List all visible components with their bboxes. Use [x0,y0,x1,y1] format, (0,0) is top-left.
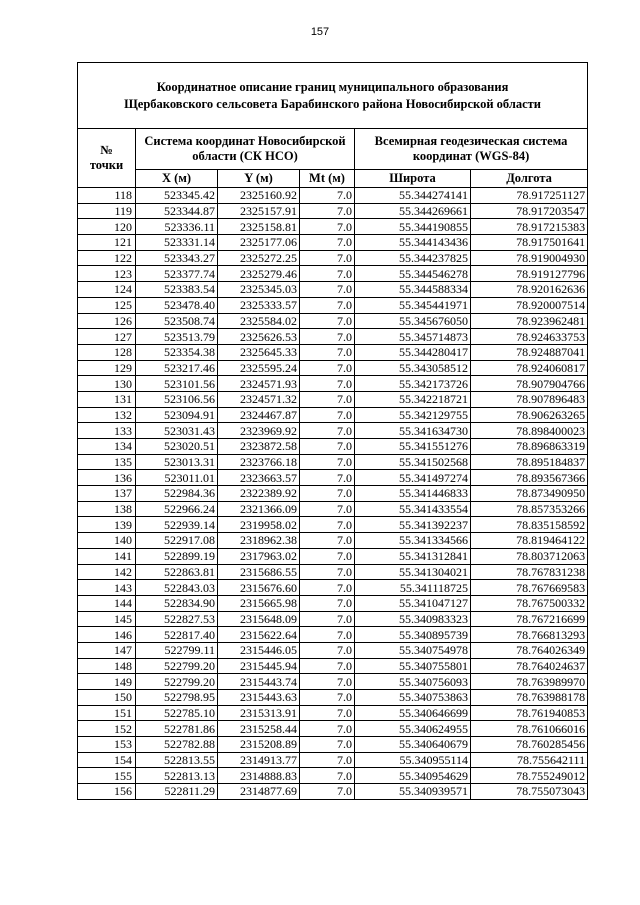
header-wgs-system: Всемирная геодезическая система координат (WGS-84) [355,129,588,170]
longitude-cell: 78.924633753 [471,329,588,345]
table-row [78,642,588,658]
x-cell: 523513.79 [136,329,218,345]
latitude-cell: 55.345441971 [355,297,471,313]
y-cell: 2315665.98 [218,595,300,611]
y-cell: 2315686.55 [218,564,300,580]
y-cell: 2321366.09 [218,501,300,517]
mt-cell: 7.0 [300,533,355,549]
title-line-1: Координатное описание границ муниципального образования [156,79,509,94]
latitude-cell: 55.341118725 [355,580,471,596]
latitude-cell: 55.344190855 [355,219,471,235]
mt-cell: 7.0 [300,266,355,282]
y-cell: 2324467.87 [218,407,300,423]
longitude-cell: 78.766813293 [471,627,588,643]
mt-cell: 7.0 [300,564,355,580]
y-cell: 2315258.44 [218,721,300,737]
point-number-cell: 150 [78,690,136,706]
table-row [78,313,588,329]
coordinate-table [77,62,588,800]
header-point-number: № точки [78,129,136,188]
table-row [78,627,588,643]
mt-cell: 7.0 [300,454,355,470]
mt-cell: 7.0 [300,705,355,721]
y-cell: 2325645.33 [218,344,300,360]
table-row [78,329,588,345]
latitude-cell: 55.340895739 [355,627,471,643]
y-cell: 2325584.02 [218,313,300,329]
x-cell: 522785.10 [136,705,218,721]
y-cell: 2315622.64 [218,627,300,643]
table-row [78,501,588,517]
mt-cell: 7.0 [300,627,355,643]
x-cell: 523094.91 [136,407,218,423]
longitude-cell: 78.755642111 [471,752,588,768]
longitude-cell: 78.761066016 [471,721,588,737]
x-cell: 522899.19 [136,548,218,564]
table-row [78,203,588,219]
y-cell: 2314877.69 [218,784,300,800]
latitude-cell: 55.341497274 [355,470,471,486]
longitude-cell: 78.835158592 [471,517,588,533]
longitude-cell: 78.767831238 [471,564,588,580]
table-row [78,690,588,706]
header-longitude: Долгота [471,170,588,188]
point-number-cell: 152 [78,721,136,737]
mt-cell: 7.0 [300,580,355,596]
longitude-cell: 78.764024637 [471,658,588,674]
mt-cell: 7.0 [300,188,355,204]
point-number-cell: 135 [78,454,136,470]
longitude-cell: 78.917501641 [471,235,588,251]
x-cell: 523101.56 [136,376,218,392]
page-number: 157 [310,26,330,38]
longitude-cell: 78.917215383 [471,219,588,235]
latitude-cell: 55.340640679 [355,737,471,753]
table-title [78,63,588,129]
point-number-cell: 146 [78,627,136,643]
y-cell: 2314913.77 [218,752,300,768]
point-number-cell: 155 [78,768,136,784]
latitude-cell: 55.344280417 [355,344,471,360]
x-cell: 523354.38 [136,344,218,360]
table-row [78,344,588,360]
longitude-cell: 78.907904766 [471,376,588,392]
x-cell: 523106.56 [136,391,218,407]
latitude-cell: 55.342173726 [355,376,471,392]
longitude-cell: 78.803712063 [471,548,588,564]
latitude-cell: 55.341047127 [355,595,471,611]
x-cell: 523343.27 [136,250,218,266]
x-cell: 522966.24 [136,501,218,517]
latitude-cell: 55.343058512 [355,360,471,376]
y-cell: 2325272.25 [218,250,300,266]
mt-cell: 7.0 [300,423,355,439]
table-row [78,297,588,313]
point-number-cell: 149 [78,674,136,690]
latitude-cell: 55.341334566 [355,533,471,549]
x-cell: 522799.20 [136,658,218,674]
x-cell: 522811.29 [136,784,218,800]
x-cell: 523508.74 [136,313,218,329]
table-row [78,580,588,596]
y-cell: 2315445.94 [218,658,300,674]
latitude-cell: 55.344274141 [355,188,471,204]
longitude-cell: 78.767500332 [471,595,588,611]
point-number-cell: 136 [78,470,136,486]
mt-cell: 7.0 [300,595,355,611]
mt-cell: 7.0 [300,329,355,345]
y-cell: 2325345.03 [218,282,300,298]
point-number-cell: 144 [78,595,136,611]
latitude-cell: 55.340754978 [355,642,471,658]
longitude-cell: 78.917203547 [471,203,588,219]
latitude-cell: 55.341392237 [355,517,471,533]
y-cell: 2323872.58 [218,439,300,455]
table-row [78,391,588,407]
mt-cell: 7.0 [300,344,355,360]
longitude-cell: 78.896863319 [471,439,588,455]
mt-cell: 7.0 [300,486,355,502]
x-cell: 522799.20 [136,674,218,690]
table-row [78,595,588,611]
longitude-cell: 78.761940853 [471,705,588,721]
table-row [78,533,588,549]
point-number-cell: 147 [78,642,136,658]
latitude-cell: 55.344143436 [355,235,471,251]
table-row [78,784,588,800]
x-cell: 523377.74 [136,266,218,282]
y-cell: 2318962.38 [218,533,300,549]
longitude-cell: 78.763989970 [471,674,588,690]
y-cell: 2323663.57 [218,470,300,486]
mt-cell: 7.0 [300,250,355,266]
point-number-cell: 141 [78,548,136,564]
point-number-cell: 145 [78,611,136,627]
longitude-cell: 78.898400023 [471,423,588,439]
mt-cell: 7.0 [300,313,355,329]
latitude-cell: 55.340955114 [355,752,471,768]
point-number-cell: 124 [78,282,136,298]
point-number-cell: 148 [78,658,136,674]
table-row [78,376,588,392]
x-cell: 522843.03 [136,580,218,596]
point-number-cell: 154 [78,752,136,768]
latitude-cell: 55.345676050 [355,313,471,329]
y-cell: 2325158.81 [218,219,300,235]
table-row [78,454,588,470]
x-cell: 523345.42 [136,188,218,204]
longitude-cell: 78.819464122 [471,533,588,549]
y-cell: 2315443.74 [218,674,300,690]
table-body [78,188,588,800]
y-cell: 2317963.02 [218,548,300,564]
longitude-cell: 78.924060817 [471,360,588,376]
mt-cell: 7.0 [300,721,355,737]
mt-cell: 7.0 [300,690,355,706]
y-cell: 2325157.91 [218,203,300,219]
latitude-cell: 55.345714873 [355,329,471,345]
header-y: Y (м) [218,170,300,188]
longitude-cell: 78.857353266 [471,501,588,517]
x-cell: 523013.31 [136,454,218,470]
longitude-cell: 78.917251127 [471,188,588,204]
point-number-cell: 139 [78,517,136,533]
point-number-cell: 125 [78,297,136,313]
header-latitude: Широта [355,170,471,188]
x-cell: 522863.81 [136,564,218,580]
point-number-cell: 123 [78,266,136,282]
mt-cell: 7.0 [300,548,355,564]
y-cell: 2325177.06 [218,235,300,251]
longitude-cell: 78.873490950 [471,486,588,502]
longitude-cell: 78.763988178 [471,690,588,706]
longitude-cell: 78.895184837 [471,454,588,470]
table-row [78,564,588,580]
latitude-cell: 55.342129755 [355,407,471,423]
longitude-cell: 78.920007514 [471,297,588,313]
y-cell: 2315676.60 [218,580,300,596]
latitude-cell: 55.340939571 [355,784,471,800]
latitude-cell: 55.341551276 [355,439,471,455]
header-x: X (м) [136,170,218,188]
header-mt: Mt (м) [300,170,355,188]
x-cell: 522781.86 [136,721,218,737]
point-number-cell: 153 [78,737,136,753]
mt-cell: 7.0 [300,360,355,376]
y-cell: 2315208.89 [218,737,300,753]
longitude-cell: 78.906263265 [471,407,588,423]
point-number-cell: 140 [78,533,136,549]
table-row [78,360,588,376]
mt-cell: 7.0 [300,439,355,455]
point-number-cell: 137 [78,486,136,502]
latitude-cell: 55.341634730 [355,423,471,439]
table-row [78,470,588,486]
table-row [78,674,588,690]
latitude-cell: 55.344269661 [355,203,471,219]
table-row [78,486,588,502]
table-row [78,188,588,204]
x-cell: 523336.11 [136,219,218,235]
point-number-cell: 130 [78,376,136,392]
mt-cell: 7.0 [300,501,355,517]
x-cell: 522834.90 [136,595,218,611]
latitude-cell: 55.341502568 [355,454,471,470]
point-number-cell: 143 [78,580,136,596]
x-cell: 522817.40 [136,627,218,643]
longitude-cell: 78.767669583 [471,580,588,596]
mt-cell: 7.0 [300,235,355,251]
latitude-cell: 55.340756093 [355,674,471,690]
table-row [78,266,588,282]
table-row [78,250,588,266]
point-number-cell: 142 [78,564,136,580]
mt-cell: 7.0 [300,282,355,298]
latitude-cell: 55.340624955 [355,721,471,737]
latitude-cell: 55.340753863 [355,690,471,706]
table-row [78,658,588,674]
point-number-cell: 126 [78,313,136,329]
longitude-cell: 78.919004930 [471,250,588,266]
longitude-cell: 78.919127796 [471,266,588,282]
longitude-cell: 78.755249012 [471,768,588,784]
mt-cell: 7.0 [300,219,355,235]
x-cell: 523478.40 [136,297,218,313]
y-cell: 2325333.57 [218,297,300,313]
latitude-cell: 55.340646699 [355,705,471,721]
y-cell: 2323766.18 [218,454,300,470]
mt-cell: 7.0 [300,752,355,768]
y-cell: 2325626.53 [218,329,300,345]
y-cell: 2315443.63 [218,690,300,706]
latitude-cell: 55.342218721 [355,391,471,407]
longitude-cell: 78.755073043 [471,784,588,800]
y-cell: 2314888.83 [218,768,300,784]
longitude-cell: 78.767216699 [471,611,588,627]
table-row [78,235,588,251]
longitude-cell: 78.760285456 [471,737,588,753]
y-cell: 2322389.92 [218,486,300,502]
latitude-cell: 55.341433554 [355,501,471,517]
table-row [78,768,588,784]
header-nso-system: Система координат Новосибирской области (СК НСО) [136,129,355,170]
latitude-cell: 55.344588334 [355,282,471,298]
point-number-cell: 122 [78,250,136,266]
point-number-cell: 138 [78,501,136,517]
mt-cell: 7.0 [300,642,355,658]
mt-cell: 7.0 [300,768,355,784]
x-cell: 523331.14 [136,235,218,251]
table-row [78,611,588,627]
y-cell: 2315648.09 [218,611,300,627]
title-line-2: Щербаковского сельсовета Барабинского района Новосибирской области [124,96,541,111]
mt-cell: 7.0 [300,737,355,753]
x-cell: 522798.95 [136,690,218,706]
x-cell: 522939.14 [136,517,218,533]
table-row [78,705,588,721]
latitude-cell: 55.341304021 [355,564,471,580]
table-row [78,721,588,737]
table-row [78,219,588,235]
longitude-cell: 78.920162636 [471,282,588,298]
longitude-cell: 78.764026349 [471,642,588,658]
point-number-cell: 134 [78,439,136,455]
y-cell: 2325279.46 [218,266,300,282]
mt-cell: 7.0 [300,674,355,690]
longitude-cell: 78.893567366 [471,470,588,486]
mt-cell: 7.0 [300,407,355,423]
y-cell: 2324571.32 [218,391,300,407]
x-cell: 522813.55 [136,752,218,768]
coordinate-table-container [77,62,587,800]
point-number-cell: 131 [78,391,136,407]
table-row [78,282,588,298]
table-row [78,752,588,768]
y-cell: 2315446.05 [218,642,300,658]
y-cell: 2319958.02 [218,517,300,533]
x-cell: 523011.01 [136,470,218,486]
point-number-cell: 127 [78,329,136,345]
x-cell: 523383.54 [136,282,218,298]
point-number-cell: 156 [78,784,136,800]
latitude-cell: 55.344237825 [355,250,471,266]
longitude-cell: 78.923962481 [471,313,588,329]
mt-cell: 7.0 [300,470,355,486]
latitude-cell: 55.341446833 [355,486,471,502]
table-row [78,737,588,753]
point-number-cell: 128 [78,344,136,360]
x-cell: 523217.46 [136,360,218,376]
latitude-cell: 55.340983323 [355,611,471,627]
x-cell: 522917.08 [136,533,218,549]
y-cell: 2324571.93 [218,376,300,392]
mt-cell: 7.0 [300,203,355,219]
point-number-cell: 132 [78,407,136,423]
x-cell: 523344.87 [136,203,218,219]
mt-cell: 7.0 [300,517,355,533]
point-number-cell: 151 [78,705,136,721]
mt-cell: 7.0 [300,297,355,313]
point-number-cell: 121 [78,235,136,251]
point-number-cell: 119 [78,203,136,219]
latitude-cell: 55.341312841 [355,548,471,564]
table-row [78,439,588,455]
mt-cell: 7.0 [300,611,355,627]
longitude-cell: 78.924887041 [471,344,588,360]
y-cell: 2325595.24 [218,360,300,376]
x-cell: 522813.13 [136,768,218,784]
longitude-cell: 78.907896483 [471,391,588,407]
y-cell: 2323969.92 [218,423,300,439]
latitude-cell: 55.344546278 [355,266,471,282]
mt-cell: 7.0 [300,784,355,800]
table-row [78,423,588,439]
latitude-cell: 55.340755801 [355,658,471,674]
x-cell: 523020.51 [136,439,218,455]
x-cell: 522782.88 [136,737,218,753]
mt-cell: 7.0 [300,658,355,674]
table-row [78,517,588,533]
table-row [78,548,588,564]
latitude-cell: 55.340954629 [355,768,471,784]
point-number-cell: 118 [78,188,136,204]
y-cell: 2315313.91 [218,705,300,721]
x-cell: 522984.36 [136,486,218,502]
mt-cell: 7.0 [300,391,355,407]
x-cell: 522799.11 [136,642,218,658]
mt-cell: 7.0 [300,376,355,392]
x-cell: 523031.43 [136,423,218,439]
point-number-cell: 129 [78,360,136,376]
y-cell: 2325160.92 [218,188,300,204]
point-number-cell: 120 [78,219,136,235]
x-cell: 522827.53 [136,611,218,627]
point-number-cell: 133 [78,423,136,439]
table-row [78,407,588,423]
